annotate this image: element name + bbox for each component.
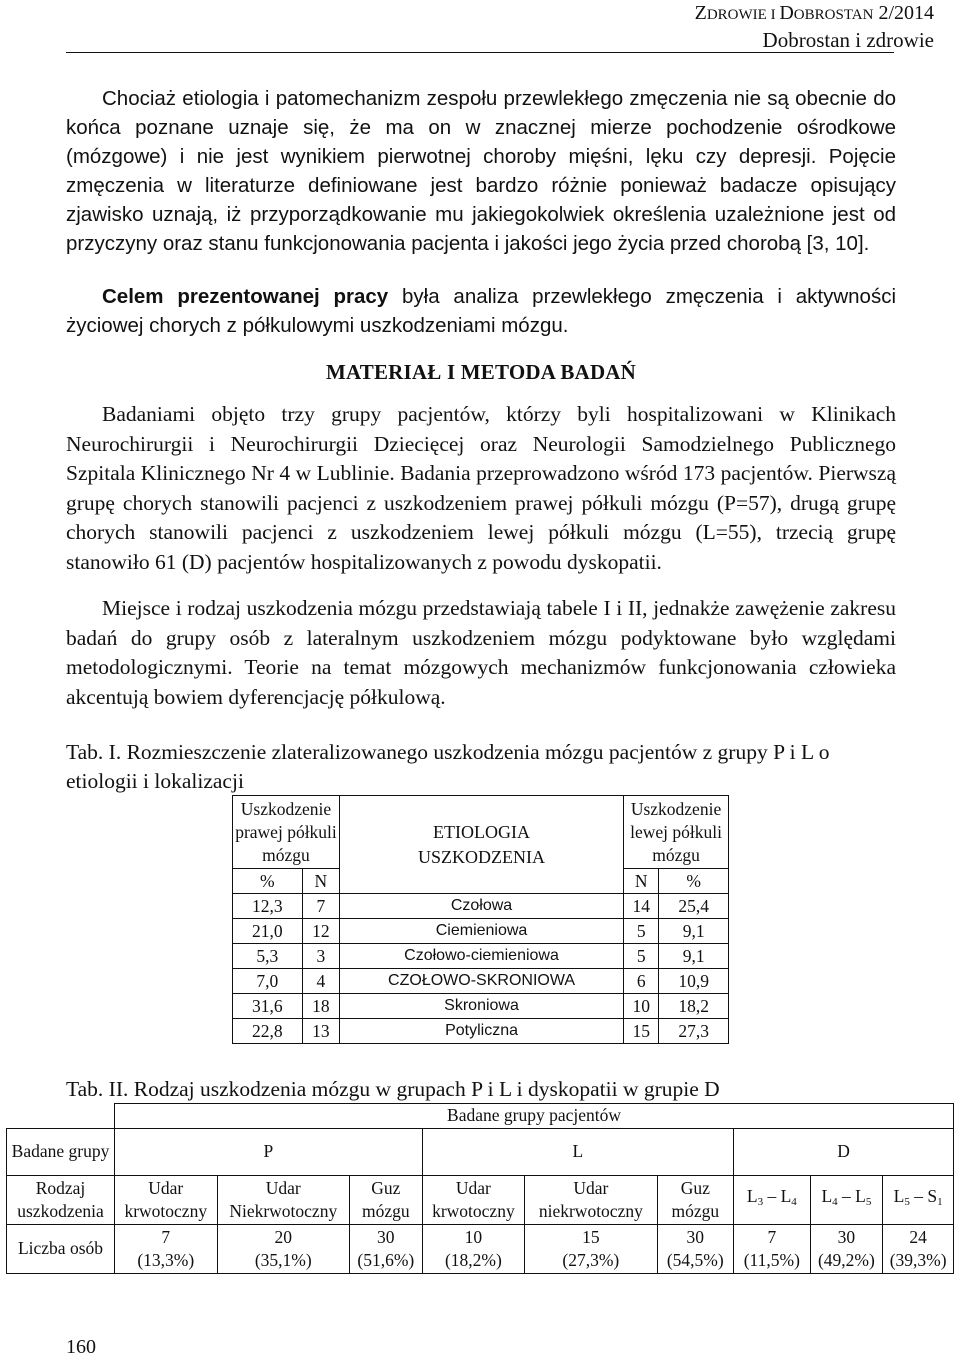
cell-right-n: 18 (302, 994, 339, 1019)
journal-title-part: D (779, 2, 794, 24)
count-cell (810, 1224, 883, 1273)
count-cell (657, 1224, 734, 1273)
subheader-n: N (624, 869, 659, 894)
cell-left-n: 5 (624, 919, 659, 944)
table-row (233, 944, 729, 969)
table-header-row (233, 796, 729, 869)
aim-bold-lead: Celem prezentowanej pracy (102, 285, 389, 308)
header-groups: Badane grupy pacjentów (115, 1104, 954, 1129)
cell-left-pct: 18,2 (659, 994, 729, 1019)
group-p-header: P (115, 1128, 423, 1175)
count-cell (525, 1224, 657, 1273)
type-cell: Udar krwotoczny (422, 1175, 525, 1224)
count-cell (349, 1224, 422, 1273)
count-percent: (54,5%) (666, 1249, 724, 1270)
disc-level-index: 4 (832, 1196, 838, 1208)
group-l-header: L (422, 1128, 733, 1175)
journal-title-part: DROWIE I (706, 7, 780, 23)
count-percent: (27,3%) (562, 1249, 620, 1270)
cell-left-n: 15 (624, 1019, 659, 1044)
header-etiology: ETIOLOGIA USZKODZENIA (340, 796, 624, 894)
count-value: 30 (686, 1226, 705, 1247)
cell-right-n: 12 (302, 919, 339, 944)
cell-right-pct: 21,0 (233, 919, 303, 944)
disc-level-index: 4 (791, 1196, 797, 1208)
subheader-pct: % (233, 869, 303, 894)
row-label-groups: Badane grupy (7, 1128, 115, 1175)
disc-level-index: 5 (865, 1196, 872, 1208)
cell-etiology: Czołowa (340, 894, 624, 919)
table-damage-type (6, 1103, 954, 1274)
section-heading: MATERIAŁ I METODA BADAŃ (325, 360, 637, 384)
type-cell: Udar krwotoczny (115, 1175, 218, 1224)
disc-level-label: L (821, 1186, 833, 1206)
methods-paragraph-1: Badaniami objęto trzy grupy pacjentów, którzy byli hospitalizowani w Klinikach Neurochirurgii i Neurochirurgii Dziecięcej oraz Neurologii Samodzielnego Publicznego Szpitala Klinicznego Nr 4 w Lublinie. Badania przeprowadzono wśród 173 pacjentów. Pierwszą grupę chorych stanowili pacjenci z uszkodzeniem prawej półkuli mózgu (P=57), drugą grupę chorych stanowili pacjenci z uszkodzeniem lewej półkuli mózgu (L=55), trzecią grupę stanowiło 61 (D) pacjentów hospitalizowanych z powodu dyskopatii. (66, 402, 896, 574)
disc-level-label: L (780, 1186, 792, 1206)
aim-rest: była analiza przewlekłego zmęczenia i aktywności życiowej chorych z półkulowymi uszkodzeniami mózgu. (66, 285, 896, 337)
aim-paragraph (66, 282, 896, 340)
table-row (7, 1224, 954, 1273)
journal-title-part: Z (694, 2, 707, 24)
cell-left-n: 14 (624, 894, 659, 919)
cell-right-pct: 5,3 (233, 944, 303, 969)
group-d-header: D (734, 1128, 954, 1175)
header-left-hemisphere: Uszkodzenie lewej półkuli mózgu (624, 796, 729, 869)
cell-right-pct: 22,8 (233, 1019, 303, 1044)
count-value: 10 (464, 1226, 483, 1247)
page-number: 160 (66, 1336, 96, 1358)
subheader-pct: % (659, 869, 729, 894)
disc-level-label: L (746, 1186, 758, 1206)
count-percent: (11,5%) (743, 1249, 800, 1270)
cell-left-pct: 10,9 (659, 969, 729, 994)
intro-paragraph: Chociaż etiologia i patomechanizm zespołu przewlekłego zmęczenia nie są obecnie do końca poznane uznaje się, że ma on w znacznej mierze pochodzenie ośrodkowe (mózgowe) i nie jest wynikiem pierwotnej choroby mięśni, lęku czy depresji. Pojęcie zmęczenia w literaturze definiowane jest bardzo różnie ponieważ badacze opisujący zjawisko uznają, iż przyporządkowanie mu jakiegokolwiek określenia uzależnione jest od przyczyny oraz stanu funkcjonowania pacjenta i jakości jego życia przed chorobą [3, 10]. (66, 87, 896, 255)
type-cell: Guz mózgu (349, 1175, 422, 1224)
disc-level-index: 5 (904, 1196, 910, 1208)
subheader-n: N (302, 869, 339, 894)
count-cell (734, 1224, 811, 1273)
disc-level-cell (883, 1175, 954, 1224)
section-title: Dobrostan i zdrowie (762, 28, 934, 52)
table2-caption: Tab. II. Rodzaj uszkodzenia mózgu w grupach P i L i dyskopatii w grupie D (66, 1077, 720, 1101)
count-value: 20 (274, 1226, 293, 1247)
table-etiology (232, 795, 729, 1044)
cell-left-pct: 9,1 (659, 944, 729, 969)
count-percent: (49,2%) (817, 1249, 875, 1270)
empty-corner-cell (7, 1104, 115, 1129)
journal-title (695, 2, 934, 25)
methods-paragraph-2: Miejsce i rodzaj uszkodzenia mózgu przedstawiają tabele I i II, jednakże zawężenie zakresu badań do grupy osób z lateralnym uszkodzeniem mózgu podyktowane było względami metodologicznymi. Teorie na temat mózgowych mechanizmów funkcjonowania człowieka akcentują bowiem dyferencjację półkulową. (66, 596, 896, 709)
count-value: 24 (909, 1226, 927, 1247)
table-row (233, 994, 729, 1019)
count-percent: (18,2%) (444, 1249, 502, 1270)
type-cell: Udar Niekrwotoczny (217, 1175, 349, 1224)
disc-level-dash: – (763, 1186, 781, 1206)
table1-caption: Tab. I. Rozmieszczenie zlateralizowanego uszkodzenia mózgu pacjentów z grupy P i L o etiologii i lokalizacji (66, 740, 830, 793)
cell-left-n: 5 (624, 944, 659, 969)
row-label-count: Liczba osób (7, 1224, 115, 1273)
disc-level-index: 1 (937, 1196, 943, 1208)
count-percent: (13,3%) (137, 1249, 195, 1270)
count-value: 30 (377, 1226, 395, 1247)
count-cell (883, 1224, 954, 1273)
cell-left-pct: 25,4 (659, 894, 729, 919)
count-cell (115, 1224, 218, 1273)
disc-level-index: 3 (757, 1196, 764, 1208)
cell-right-pct: 12,3 (233, 894, 303, 919)
disc-level-cell (810, 1175, 883, 1224)
disc-level-label: S (927, 1186, 938, 1206)
disc-level-cell (734, 1175, 811, 1224)
count-cell (217, 1224, 349, 1273)
header-divider (66, 52, 894, 53)
table-row (7, 1128, 954, 1175)
count-cell (422, 1224, 525, 1273)
cell-right-pct: 31,6 (233, 994, 303, 1019)
disc-level-dash: – (837, 1186, 856, 1206)
disc-level-label: L (855, 1186, 866, 1206)
table-row (233, 1019, 729, 1044)
table-header-row (7, 1104, 954, 1129)
table-row (233, 969, 729, 994)
journal-issue: 2/2014 (878, 2, 934, 24)
row-label-type: Rodzaj uszkodzenia (7, 1175, 115, 1224)
cell-left-pct: 27,3 (659, 1019, 729, 1044)
cell-etiology: Skroniowa (340, 994, 624, 1019)
journal-title-part: OBROSTAN (793, 7, 874, 23)
cell-etiology: CZOŁOWO-SKRONIOWA (340, 969, 624, 994)
count-percent: (51,6%) (357, 1249, 415, 1270)
cell-left-pct: 9,1 (659, 919, 729, 944)
type-cell: Guz mózgu (657, 1175, 734, 1224)
cell-etiology: Potyliczna (340, 1019, 624, 1044)
cell-etiology: Czołowo-ciemieniowa (340, 944, 624, 969)
count-value: 30 (837, 1226, 856, 1247)
table-row (233, 919, 729, 944)
header-right-hemisphere: Uszkodzenie prawej półkuli mózgu (233, 796, 340, 869)
cell-right-n: 3 (302, 944, 339, 969)
type-cell: Udar niekrwotoczny (525, 1175, 657, 1224)
count-value: 15 (582, 1226, 600, 1247)
count-value: 7 (767, 1226, 777, 1247)
cell-left-n: 6 (624, 969, 659, 994)
cell-right-pct: 7,0 (233, 969, 303, 994)
table-row (7, 1175, 954, 1224)
count-value: 7 (161, 1226, 171, 1247)
cell-left-n: 10 (624, 994, 659, 1019)
cell-etiology: Ciemieniowa (340, 919, 624, 944)
cell-right-n: 13 (302, 1019, 339, 1044)
table-row (233, 894, 729, 919)
cell-right-n: 7 (302, 894, 339, 919)
disc-level-label: L (893, 1186, 905, 1206)
disc-level-dash: – (909, 1186, 928, 1206)
count-percent: (39,3%) (889, 1249, 947, 1270)
cell-right-n: 4 (302, 969, 339, 994)
count-percent: (35,1%) (254, 1249, 312, 1270)
